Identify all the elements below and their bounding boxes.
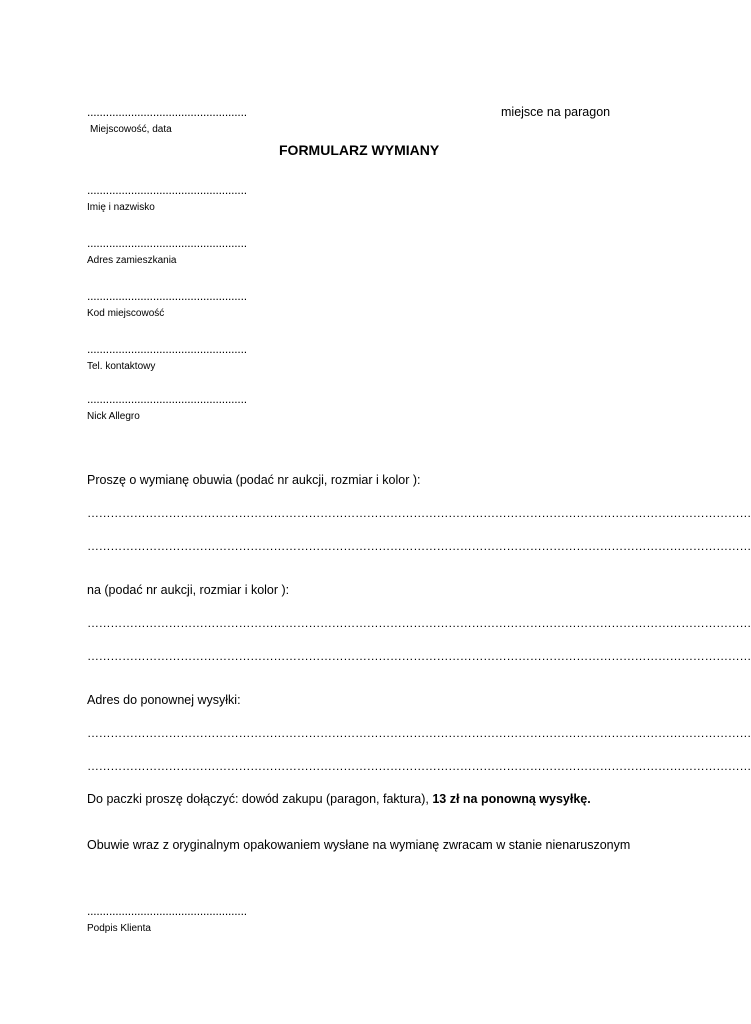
attach-note-fee: 13 zł na ponowną wysyłkę. xyxy=(432,792,591,806)
postal-code-field[interactable]: ................................................... xyxy=(87,289,247,303)
attach-note-text: Do paczki proszę dołączyć: dowód zakupu (paragon, faktura), xyxy=(87,792,433,806)
address-field[interactable]: ................................................... xyxy=(87,236,247,250)
name-label: Imię i nazwisko xyxy=(87,202,155,213)
attach-note xyxy=(87,792,591,806)
address-label: Adres zamieszkania xyxy=(87,255,177,266)
phone-field[interactable]: ................................................... xyxy=(87,342,247,356)
exchange-request-line-2[interactable]: ……………………………………………………………………………………………………………………………………………………… xyxy=(87,539,751,553)
phone-label: Tel. kontaktowy xyxy=(87,361,156,372)
condition-statement: Obuwie wraz z oryginalnym opakowaniem wysłane na wymianę zwracam w stanie nienaruszonym xyxy=(87,838,631,852)
place-date-label: Miejscowość, data xyxy=(90,124,172,135)
reship-address-line-1[interactable]: ……………………………………………………………………………………………………………………………………………………… xyxy=(87,726,751,740)
exchange-to-prompt: na (podać nr aukcji, rozmiar i kolor ): xyxy=(87,583,290,597)
exchange-request-prompt: Proszę o wymianę obuwia (podać nr aukcji, rozmiar i kolor ): xyxy=(87,473,421,487)
signature-field[interactable]: ................................................... xyxy=(87,904,247,918)
form-title: FORMULARZ WYMIANY xyxy=(279,142,440,158)
reship-address-line-2[interactable]: ……………………………………………………………………………………………………………………………………………………… xyxy=(87,759,751,773)
reship-address-prompt: Adres do ponownej wysyłki: xyxy=(87,693,241,707)
exchange-request-line-1[interactable]: ……………………………………………………………………………………………………………………………………………………… xyxy=(87,506,751,520)
postal-code-label: Kod miejscowość xyxy=(87,308,165,319)
nick-label: Nick Allegro xyxy=(87,411,140,422)
exchange-to-line-2[interactable]: ……………………………………………………………………………………………………………………………………………………… xyxy=(87,649,751,663)
place-date-dots[interactable]: ................................................... xyxy=(87,105,247,119)
receipt-placeholder-note: miejsce na paragon xyxy=(501,105,611,119)
signature-label: Podpis Klienta xyxy=(87,923,151,934)
nick-field[interactable]: ................................................... xyxy=(87,392,247,406)
name-field[interactable]: ................................................... xyxy=(87,183,247,197)
exchange-to-line-1[interactable]: ……………………………………………………………………………………………………………………………………………………… xyxy=(87,616,751,630)
